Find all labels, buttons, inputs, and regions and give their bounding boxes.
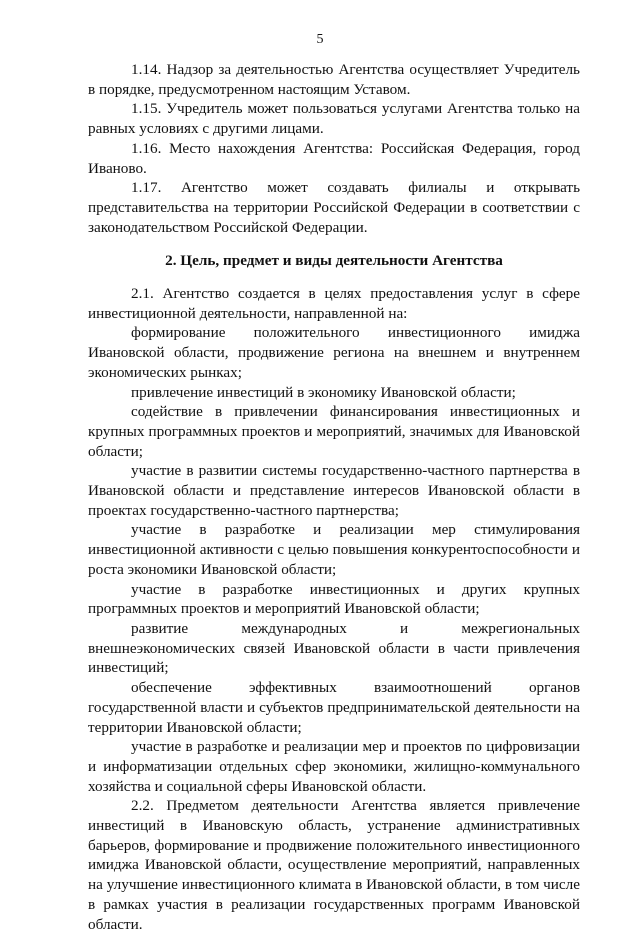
list-item-stimulation: участие в разработке и реализации мер стимулирования инвестиционной активности с целью повышения конкурентоспособности и роста экономики Ивановской области; [88,521,580,578]
list-item-relations: обеспечение эффективных взаимоотношений органов государственной власти и субъектов предпринимательской деятельности на территории Ивановской области; [88,679,580,736]
list-item-ppp: участие в развитии системы государственно-частного партнерства в Ивановской области и представление интересов Ивановской области в проектах государственно-частного партнерства; [88,462,580,519]
list-item-projects: участие в разработке инвестиционных и других крупных программных проектов и мероприятий Ивановской области; [88,580,580,618]
paragraph-1-16: 1.16. Место нахождения Агентства: Российская Федерация, город Иваново. [88,139,580,177]
list-item-digitalization: участие в разработке и реализации мер и проектов по цифровизации и информатизации отдельных сфер экономики, жилищно-коммунального хозяйства и социальной сферы Ивановской области. [88,738,580,795]
paragraph-2-2: 2.2. Предметом деятельности Агентства является привлечение инвестиций в Ивановскую область, устранение административных барьеров, формирование и продвижение положительного инвестиционного имиджа Ивановской области, осуществление мероприятий, направленных на улучшение инвестиционного климата в Ивановской области, в том числе в рамках участия в реализации государственных программ Ивановской области. [88,797,580,933]
section-2-heading: 2. Цель, предмет и виды деятельности Агентства [165,252,503,270]
list-item-investment: привлечение инвестиций в экономику Ивановской области; [131,383,516,401]
list-item-international: развитие международных и межрегиональных внешнеэкономических связей Ивановской области в части привлечения инвестиций; [88,619,580,677]
page-content [88,60,580,934]
list-item-image: формирование положительного инвестиционного имиджа Ивановской области, продвижение региона на внешнем и внутреннем экономических рынках; [88,324,580,381]
paragraph-2-1: 2.1. Агентство создается в целях предоставления услуг в сфере инвестиционной деятельности, направленной на: [88,285,580,322]
paragraph-1-17: 1.17. Агентство может создавать филиалы и открывать представительства на территории Российской Федерации в соответствии с законодательством Российской Федерации. [88,179,580,236]
paragraph-1-14: 1.14. Надзор за деятельностью Агентства осуществляет Учредитель в порядке, предусмотренном настоящим Уставом. [88,61,580,98]
paragraph-1-15: 1.15. Учредитель может пользоваться услугами Агентства только на равных условиях с другими лицами. [88,100,580,138]
list-item-financing: содействие в привлечении финансирования инвестиционных и крупных программных проектов и мероприятий, значимых для Ивановской области; [88,403,580,460]
page-number: 5 [316,32,324,47]
